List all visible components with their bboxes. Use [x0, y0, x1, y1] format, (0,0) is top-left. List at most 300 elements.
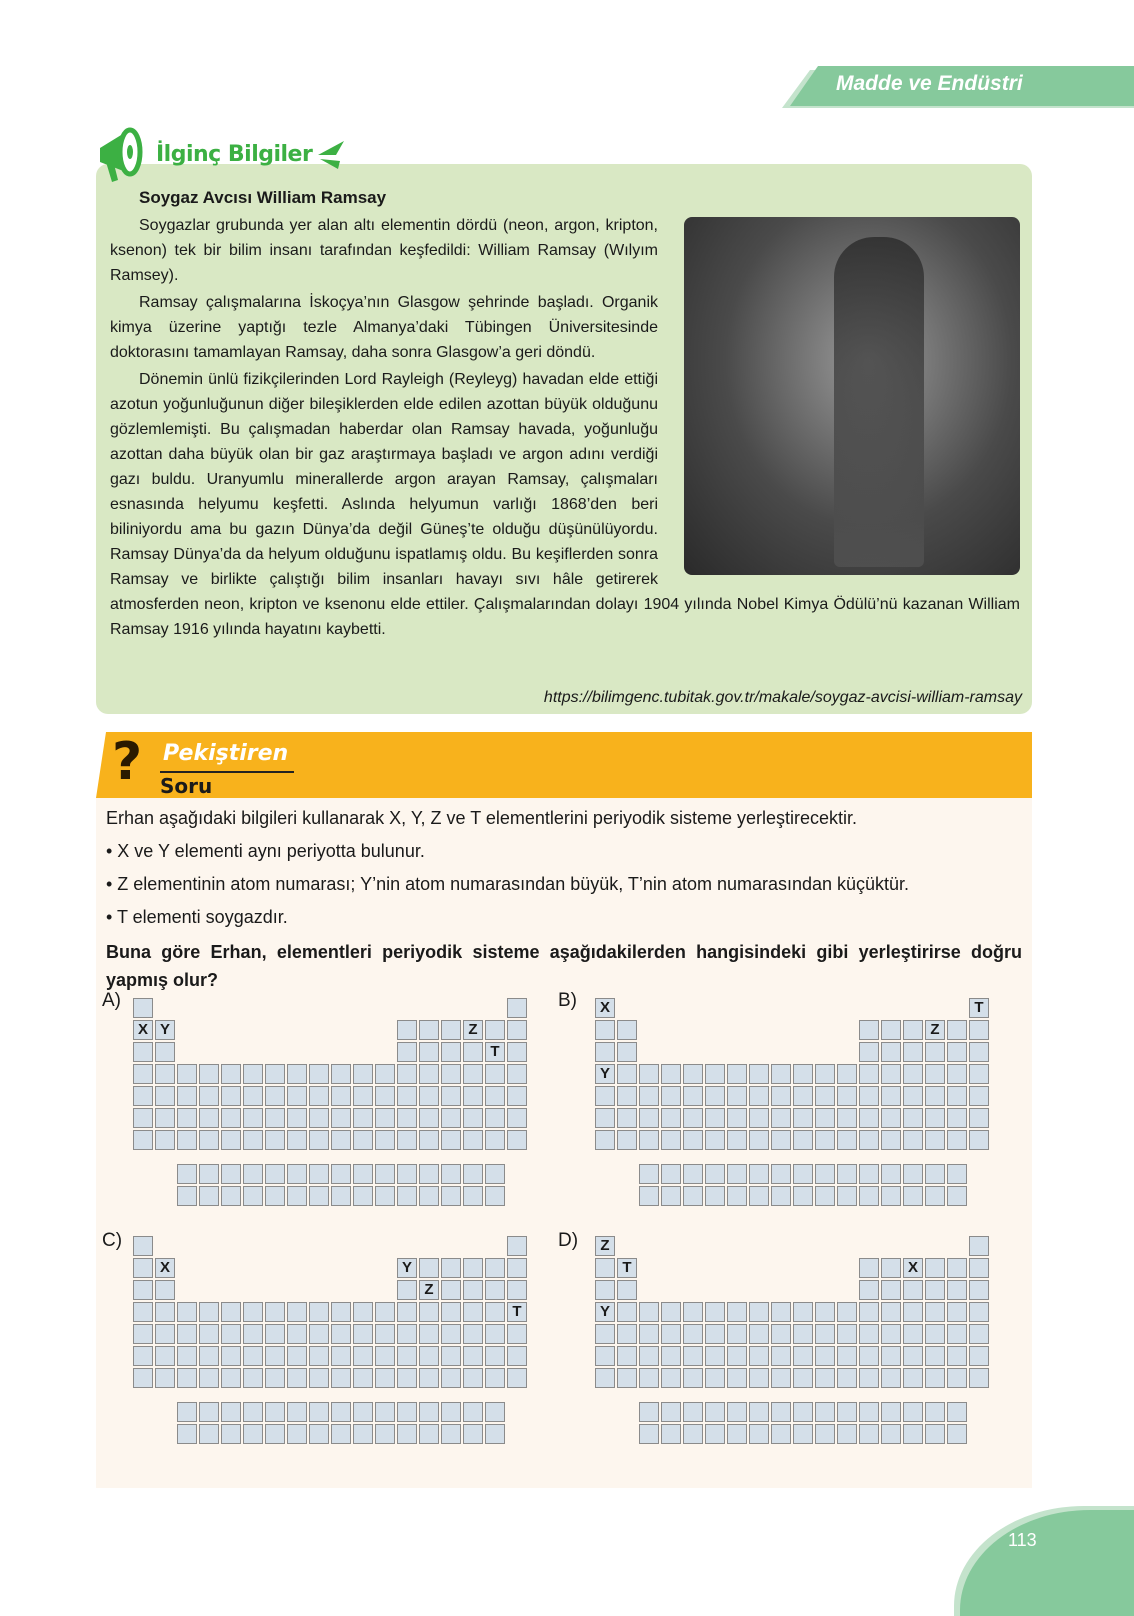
- table-cell: [683, 1130, 703, 1150]
- info-paragraph: Dönemin ünlü fizikçilerinden Lord Rayleigh (Reyleyg) havadan elde ettiği azotun yoğunluğunun diğer bileşiklerden elde edilen azottan büyük olduğunu gözlemlemişti. Bu çalışmadan haberdar olan Ramsay havada, yoğunluğu azottan daha büyük olan bir gaz araştırmaya başladı ve argon adını verdiği gazı buldu. Uranyumlu minerallerde argon arayan Ramsay, çalışmaları esnasında helyumu keşfetti. Aslında helyumun varlığı 1868’den beri biliniyordu ama bu gazın Dünya’da değil Güneş’te olduğu düşünülüyordu. Ramsay Dünya’da da helyum olduğunu ispatlamış oldu. Bu keşiflerden sonra Ramsay ve birlikte çalıştığı bilim insanları havayı sıvı hâle getirerek atmosferden neon, kripton ve ksenonu elde ettiler. Çalışmalarından dolayı 1904 yılında Nobel Kimya Ödülü’nü kazanan William Ramsay 1916 yılında hayatını kaybetti.: [110, 371, 1020, 638]
- table-cell: [705, 1064, 725, 1084]
- f-block-cell: [463, 1164, 483, 1184]
- table-cell: [375, 1108, 395, 1128]
- table-cell: [441, 1108, 461, 1128]
- option-label[interactable]: A): [102, 990, 121, 1011]
- table-cell: [507, 1086, 527, 1106]
- table-cell: [397, 1020, 417, 1040]
- f-block-cell: [353, 1424, 373, 1444]
- table-cell: [683, 1302, 703, 1322]
- table-cell: [309, 1302, 329, 1322]
- table-cell: [265, 1086, 285, 1106]
- table-cell: [265, 1130, 285, 1150]
- f-block-cell: [243, 1424, 263, 1444]
- question-text: [106, 806, 1022, 1003]
- f-block-cell: [419, 1186, 439, 1206]
- table-cell: [155, 1064, 175, 1084]
- table-cell: [133, 1236, 153, 1256]
- question-bullet: • X ve Y elementi aynı periyotta bulunur.: [106, 841, 425, 861]
- table-cell: [133, 1064, 153, 1084]
- table-cell: [221, 1108, 241, 1128]
- table-cell: [639, 1064, 659, 1084]
- f-block-cell: [661, 1402, 681, 1422]
- table-cell: [463, 1064, 483, 1084]
- table-cell: [705, 1368, 725, 1388]
- table-cell: [793, 1346, 813, 1366]
- f-block-cell: [771, 1164, 791, 1184]
- table-cell: [507, 1042, 527, 1062]
- table-cell: [969, 1324, 989, 1344]
- table-cell: [397, 1130, 417, 1150]
- element-cell: X: [155, 1258, 175, 1278]
- table-cell: [419, 1020, 439, 1040]
- table-cell: [507, 1346, 527, 1366]
- f-block-cell: [375, 1186, 395, 1206]
- table-cell: [903, 1280, 923, 1300]
- table-cell: [661, 1346, 681, 1366]
- f-block-cell: [375, 1164, 395, 1184]
- table-cell: [353, 1346, 373, 1366]
- table-cell: [771, 1368, 791, 1388]
- table-cell: [793, 1324, 813, 1344]
- table-cell: [595, 1086, 615, 1106]
- table-cell: [221, 1346, 241, 1366]
- table-cell: [749, 1108, 769, 1128]
- f-block-cell: [265, 1402, 285, 1422]
- table-cell: [485, 1020, 505, 1040]
- table-cell: [243, 1368, 263, 1388]
- f-block-cell: [947, 1402, 967, 1422]
- table-cell: [771, 1064, 791, 1084]
- table-cell: [507, 1280, 527, 1300]
- table-cell: [221, 1130, 241, 1150]
- f-block-cell: [859, 1402, 879, 1422]
- f-block-cell: [815, 1186, 835, 1206]
- table-cell: [837, 1064, 857, 1084]
- f-block-cell: [859, 1164, 879, 1184]
- table-cell: [661, 1302, 681, 1322]
- table-cell: [199, 1064, 219, 1084]
- table-cell: [309, 1368, 329, 1388]
- table-cell: [309, 1108, 329, 1128]
- table-cell: [705, 1324, 725, 1344]
- question-bullet: • Z elementinin atom numarası; Y’nin atom numarasından büyük, T’nin atom numarasından küçüktür.: [106, 874, 910, 894]
- table-cell: [133, 1346, 153, 1366]
- table-cell: [441, 1302, 461, 1322]
- f-block-cell: [309, 1424, 329, 1444]
- f-block-cell: [265, 1164, 285, 1184]
- table-cell: [925, 1280, 945, 1300]
- table-cell: [947, 1258, 967, 1278]
- element-cell: X: [903, 1258, 923, 1278]
- table-cell: [463, 1324, 483, 1344]
- info-paragraph: Soygazlar grubunda yer alan altı elementin dördü (neon, argon, kripton, ksenon) tek bir bilim insanı tarafından keşfedildi: William Ramsay (Wılyım Ramsey).: [110, 217, 658, 284]
- table-cell: [859, 1064, 879, 1084]
- table-cell: [903, 1064, 923, 1084]
- table-cell: [441, 1042, 461, 1062]
- table-cell: [793, 1302, 813, 1322]
- arrow-decoration-icon: [316, 137, 346, 171]
- table-cell: [903, 1042, 923, 1062]
- f-block-cell: [859, 1186, 879, 1206]
- table-cell: [639, 1108, 659, 1128]
- f-block-cell: [903, 1402, 923, 1422]
- table-cell: [177, 1324, 197, 1344]
- table-cell: [221, 1302, 241, 1322]
- option-label[interactable]: C): [102, 1230, 123, 1251]
- question-title-1: Pekiştiren: [163, 741, 289, 766]
- table-cell: [397, 1108, 417, 1128]
- table-cell: [419, 1130, 439, 1150]
- option-label[interactable]: D): [558, 1230, 579, 1251]
- element-cell: Y: [595, 1302, 615, 1322]
- table-cell: [771, 1324, 791, 1344]
- f-block-cell: [397, 1424, 417, 1444]
- table-cell: [265, 1064, 285, 1084]
- element-cell: Z: [419, 1280, 439, 1300]
- table-cell: [793, 1086, 813, 1106]
- f-block-cell: [243, 1186, 263, 1206]
- element-cell: X: [595, 998, 615, 1018]
- table-cell: [969, 1086, 989, 1106]
- table-cell: [397, 1280, 417, 1300]
- element-cell: Z: [925, 1020, 945, 1040]
- f-block-cell: [287, 1186, 307, 1206]
- table-cell: [727, 1368, 747, 1388]
- table-cell: [859, 1020, 879, 1040]
- table-cell: [683, 1086, 703, 1106]
- table-cell: [859, 1368, 879, 1388]
- table-cell: [155, 1086, 175, 1106]
- table-cell: [485, 1346, 505, 1366]
- table-cell: [507, 1020, 527, 1040]
- table-cell: [177, 1368, 197, 1388]
- element-cell: Y: [397, 1258, 417, 1278]
- table-cell: [903, 1346, 923, 1366]
- table-cell: [221, 1086, 241, 1106]
- f-block-cell: [881, 1424, 901, 1444]
- table-cell: [859, 1324, 879, 1344]
- table-cell: [463, 1346, 483, 1366]
- table-cell: [639, 1324, 659, 1344]
- table-cell: [133, 1368, 153, 1388]
- f-block-cell: [793, 1186, 813, 1206]
- f-block-cell: [793, 1164, 813, 1184]
- table-cell: [617, 1302, 637, 1322]
- element-cell: Z: [463, 1020, 483, 1040]
- table-cell: [419, 1064, 439, 1084]
- table-cell: [771, 1108, 791, 1128]
- table-cell: [969, 1130, 989, 1150]
- f-block-cell: [265, 1424, 285, 1444]
- table-cell: [331, 1368, 351, 1388]
- table-cell: [771, 1346, 791, 1366]
- table-cell: [177, 1130, 197, 1150]
- table-cell: [617, 1324, 637, 1344]
- table-cell: [243, 1064, 263, 1084]
- table-cell: [617, 1086, 637, 1106]
- info-section-header: [96, 122, 346, 186]
- f-block-cell: [309, 1186, 329, 1206]
- table-cell: [485, 1324, 505, 1344]
- table-cell: [331, 1064, 351, 1084]
- f-block-cell: [727, 1402, 747, 1422]
- table-cell: [947, 1020, 967, 1040]
- table-cell: [595, 1368, 615, 1388]
- f-block-cell: [683, 1402, 703, 1422]
- table-cell: [815, 1302, 835, 1322]
- table-cell: [419, 1086, 439, 1106]
- f-block-cell: [903, 1186, 923, 1206]
- table-cell: [837, 1086, 857, 1106]
- f-block-cell: [309, 1164, 329, 1184]
- table-cell: [507, 1258, 527, 1278]
- table-cell: [199, 1368, 219, 1388]
- table-cell: [243, 1108, 263, 1128]
- table-cell: [815, 1324, 835, 1344]
- table-cell: [903, 1368, 923, 1388]
- table-cell: [881, 1042, 901, 1062]
- table-cell: [375, 1368, 395, 1388]
- table-cell: [595, 1346, 615, 1366]
- table-cell: [155, 1108, 175, 1128]
- f-block-cell: [705, 1424, 725, 1444]
- table-cell: [177, 1086, 197, 1106]
- f-block-cell: [705, 1402, 725, 1422]
- table-cell: [485, 1086, 505, 1106]
- table-cell: [331, 1108, 351, 1128]
- f-block-cell: [243, 1402, 263, 1422]
- f-block-cell: [353, 1164, 373, 1184]
- f-block-cell: [199, 1424, 219, 1444]
- question-mark-icon: ?: [112, 732, 143, 792]
- table-cell: [749, 1064, 769, 1084]
- table-cell: [133, 1042, 153, 1062]
- f-block-cell: [199, 1402, 219, 1422]
- table-cell: [727, 1302, 747, 1322]
- table-cell: [485, 1302, 505, 1322]
- table-cell: [331, 1302, 351, 1322]
- f-block-cell: [925, 1424, 945, 1444]
- table-cell: [705, 1108, 725, 1128]
- f-block-cell: [881, 1402, 901, 1422]
- question-prompt: Buna göre Erhan, elementleri periyodik sisteme aşağıdakilerden hangisindeki gibi yerleştirirse doğru yapmış olur?: [106, 942, 1022, 990]
- table-cell: [925, 1346, 945, 1366]
- table-cell: [639, 1086, 659, 1106]
- table-cell: [617, 1280, 637, 1300]
- table-cell: [617, 1130, 637, 1150]
- table-cell: [595, 1108, 615, 1128]
- table-cell: [287, 1324, 307, 1344]
- f-block-cell: [177, 1186, 197, 1206]
- table-cell: [221, 1368, 241, 1388]
- table-cell: [617, 1064, 637, 1084]
- option-label[interactable]: B): [558, 990, 577, 1011]
- table-cell: [881, 1324, 901, 1344]
- table-cell: [881, 1258, 901, 1278]
- f-block-cell: [177, 1164, 197, 1184]
- f-block-cell: [397, 1402, 417, 1422]
- f-block-cell: [925, 1164, 945, 1184]
- element-cell: T: [617, 1258, 637, 1278]
- f-block-cell: [749, 1424, 769, 1444]
- table-cell: [375, 1302, 395, 1322]
- info-paragraph: Ramsay çalışmalarına İskoçya’nın Glasgow şehrinde başladı. Organik kimya üzerine yaptığı tezle Almanya’daki Tübingen Üniversitesinde doktorasını tamamlayan Ramsay, daha sonra Glasgow’a geri döndü.: [110, 294, 658, 361]
- table-cell: [287, 1302, 307, 1322]
- table-cell: [441, 1258, 461, 1278]
- table-cell: [463, 1368, 483, 1388]
- element-cell: T: [969, 998, 989, 1018]
- f-block-cell: [683, 1164, 703, 1184]
- table-cell: [727, 1346, 747, 1366]
- f-block-cell: [441, 1402, 461, 1422]
- table-cell: [463, 1302, 483, 1322]
- table-cell: [683, 1108, 703, 1128]
- table-cell: [815, 1130, 835, 1150]
- table-cell: [199, 1086, 219, 1106]
- f-block-cell: [947, 1164, 967, 1184]
- f-block-cell: [771, 1424, 791, 1444]
- f-block-cell: [331, 1186, 351, 1206]
- table-cell: [265, 1324, 285, 1344]
- table-cell: [837, 1130, 857, 1150]
- info-heading: Soygaz Avcısı William Ramsay: [139, 188, 387, 207]
- f-block-cell: [485, 1186, 505, 1206]
- f-block-cell: [375, 1402, 395, 1422]
- table-cell: [815, 1064, 835, 1084]
- table-cell: [309, 1064, 329, 1084]
- table-cell: [881, 1086, 901, 1106]
- table-cell: [749, 1130, 769, 1150]
- table-cell: [749, 1302, 769, 1322]
- table-cell: [617, 1368, 637, 1388]
- table-cell: [309, 1130, 329, 1150]
- f-block-cell: [177, 1402, 197, 1422]
- table-cell: [397, 1086, 417, 1106]
- table-cell: [287, 1086, 307, 1106]
- table-cell: [793, 1368, 813, 1388]
- f-block-cell: [661, 1424, 681, 1444]
- table-cell: [309, 1324, 329, 1344]
- element-cell: X: [133, 1020, 153, 1040]
- f-block-cell: [925, 1402, 945, 1422]
- f-block-cell: [727, 1186, 747, 1206]
- f-block-cell: [661, 1186, 681, 1206]
- table-cell: [947, 1324, 967, 1344]
- table-cell: [353, 1368, 373, 1388]
- table-cell: [925, 1302, 945, 1322]
- table-cell: [749, 1368, 769, 1388]
- table-cell: [331, 1130, 351, 1150]
- table-cell: [815, 1108, 835, 1128]
- f-block-cell: [221, 1402, 241, 1422]
- table-cell: [727, 1064, 747, 1084]
- table-cell: [507, 1368, 527, 1388]
- table-cell: [947, 1064, 967, 1084]
- table-cell: [749, 1346, 769, 1366]
- table-cell: [595, 1324, 615, 1344]
- f-block-cell: [221, 1164, 241, 1184]
- table-cell: [375, 1346, 395, 1366]
- table-cell: [507, 1064, 527, 1084]
- table-cell: [177, 1108, 197, 1128]
- table-cell: [199, 1130, 219, 1150]
- f-block-cell: [265, 1186, 285, 1206]
- table-cell: [331, 1086, 351, 1106]
- f-block-cell: [749, 1186, 769, 1206]
- f-block-cell: [287, 1424, 307, 1444]
- f-block-cell: [837, 1164, 857, 1184]
- table-cell: [793, 1130, 813, 1150]
- f-block-cell: [419, 1164, 439, 1184]
- table-cell: [133, 1130, 153, 1150]
- table-cell: [727, 1324, 747, 1344]
- table-cell: [881, 1280, 901, 1300]
- f-block-cell: [441, 1424, 461, 1444]
- table-cell: [617, 1042, 637, 1062]
- table-cell: [485, 1108, 505, 1128]
- table-cell: [925, 1368, 945, 1388]
- table-cell: [375, 1086, 395, 1106]
- page-corner: [960, 1510, 1134, 1616]
- f-block-cell: [837, 1424, 857, 1444]
- table-cell: [837, 1346, 857, 1366]
- table-cell: [969, 1020, 989, 1040]
- table-cell: [133, 1086, 153, 1106]
- table-cell: [375, 1064, 395, 1084]
- f-block-cell: [331, 1164, 351, 1184]
- f-block-cell: [221, 1424, 241, 1444]
- table-cell: [243, 1302, 263, 1322]
- f-block-cell: [639, 1424, 659, 1444]
- table-cell: [705, 1346, 725, 1366]
- william-ramsay-photo: [684, 217, 1020, 575]
- table-cell: [353, 1064, 373, 1084]
- f-block-cell: [903, 1164, 923, 1184]
- table-cell: [617, 1020, 637, 1040]
- f-block-cell: [463, 1402, 483, 1422]
- table-cell: [441, 1346, 461, 1366]
- f-block-cell: [881, 1186, 901, 1206]
- table-cell: [419, 1108, 439, 1128]
- table-cell: [815, 1368, 835, 1388]
- table-cell: [947, 1346, 967, 1366]
- table-cell: [287, 1108, 307, 1128]
- table-cell: [661, 1324, 681, 1344]
- table-cell: [463, 1042, 483, 1062]
- table-cell: [463, 1108, 483, 1128]
- table-cell: [353, 1130, 373, 1150]
- table-cell: [859, 1130, 879, 1150]
- table-cell: [595, 1042, 615, 1062]
- table-cell: [331, 1346, 351, 1366]
- f-block-cell: [639, 1164, 659, 1184]
- question-title-2: Soru: [160, 774, 213, 798]
- table-cell: [507, 1108, 527, 1128]
- f-block-cell: [419, 1402, 439, 1422]
- table-cell: [639, 1346, 659, 1366]
- table-cell: [925, 1324, 945, 1344]
- source-link[interactable]: https://bilimgenc.tubitak.gov.tr/makale/soygaz-avcisi-william-ramsay: [543, 689, 1022, 706]
- table-cell: [925, 1042, 945, 1062]
- table-cell: [397, 1346, 417, 1366]
- table-cell: [947, 1086, 967, 1106]
- table-cell: [947, 1280, 967, 1300]
- table-cell: [903, 1302, 923, 1322]
- table-cell: [177, 1064, 197, 1084]
- f-block-cell: [287, 1402, 307, 1422]
- element-cell: Z: [595, 1236, 615, 1256]
